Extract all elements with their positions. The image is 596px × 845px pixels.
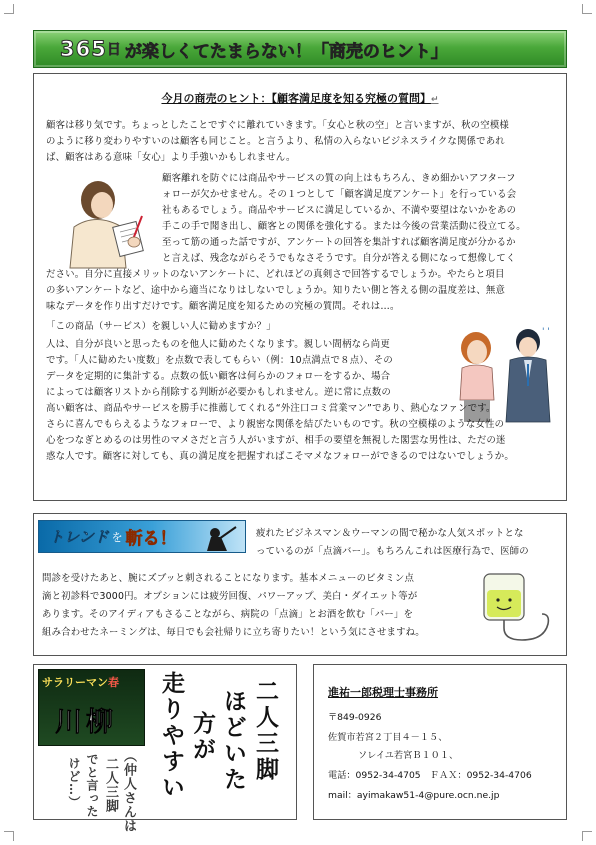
iv-drip-bag-icon bbox=[478, 570, 558, 652]
trend-line: 問診を受けたあと、腕にズブッと刺されることになります。基本メニューのビタミン点 bbox=[42, 573, 415, 584]
trend-box bbox=[33, 513, 567, 656]
trend-line: あります。そのアイディアもさることながら、病院の「点滴」とお酒を飲む「バー」を bbox=[42, 609, 414, 620]
article-line: データを定期的に集計する。点数の低い顧客は何らかのフォローをするか、場合 bbox=[46, 371, 391, 382]
senryu-verse-col: ほどいた bbox=[220, 689, 247, 793]
article-line: のように移り変わりやすいのは顧客も同じこと。と言うより、私情の入らないビジネスライクな関係であれ bbox=[46, 136, 505, 147]
senryu-badge bbox=[38, 669, 145, 746]
article-line: 顧客離れを防ぐには商品やサービスの質の向上はもちろん、きめ細かいアフターフ bbox=[162, 173, 516, 184]
banner-day: 日 bbox=[106, 42, 121, 58]
senryu-box bbox=[33, 664, 297, 833]
trend-line: 組み合わせたネーミングは、毎日でも会社帰りに立ち寄りたい！という気にさせますね。 bbox=[42, 627, 425, 638]
article-line: さらに喜んでもらえるようなフォローで、より親密な関係を結びたいものです。秋の空模様のような女性の bbox=[46, 419, 505, 430]
article-line: 心をつなぎとめるのは男性のマメさだと言う人がいますが、相手の要望を無視した閣雲な男性は、ただの迷 bbox=[46, 435, 506, 446]
office-name: 進祐一郎税理士事務所 bbox=[328, 686, 438, 699]
senryu-badge-season: 春 bbox=[108, 676, 119, 689]
samurai-icon bbox=[203, 525, 237, 551]
senryu-badge-title: 川柳 bbox=[55, 707, 117, 738]
office-postal: 〒849-0926 bbox=[328, 712, 382, 723]
article-line: 顧客は移り気です。ちょっとしたことですぐに離れていきます。「女心と秋の空」と言いますが、秋の空模様 bbox=[46, 120, 509, 131]
article-line: 社もあるでしょう。商品やサービスに満足しているか、不満や要望はないかをあの bbox=[162, 205, 517, 216]
trend-banner-kiru: 斬る！ bbox=[125, 529, 177, 549]
senryu-badge-salaryman: サラリーマン bbox=[42, 676, 108, 689]
article-line: と言えば、残念ながらそうでもなさそうです。自分が答える側になって想像してく bbox=[162, 253, 516, 264]
senryu-verse-col: 方が bbox=[189, 711, 216, 763]
trend-line: 滴と初診料で3000円。オプションには疲労回復、パワーアップ、美白・ダイエット等が bbox=[42, 591, 418, 602]
office-address: 佐賀市若宮２丁目４－１５、 bbox=[328, 732, 448, 743]
article-line: です。「人に勧めたい度数」を点数で表してもらい（例：10点満点で８点）、その bbox=[46, 355, 393, 366]
man-writing-illustration bbox=[46, 172, 158, 272]
article-line: 高い顧客は、商品やサービスを勝手に推薦してくれる“外注口コミ営業マン”であり、熱心なファンです。 bbox=[46, 403, 496, 414]
article-line: 惑な人です。顧客に対しても、真の満足度を把握すればこそマメなフォローができるのではないでしょうか。 bbox=[46, 451, 514, 462]
article-line: によっては顧客リストから削除する判断が必要かもしれません。逆に常に点数の bbox=[46, 387, 392, 398]
article-title: 今月の商売のヒント：【顧客満足度を知る究極の質問】↵ bbox=[161, 92, 439, 105]
banner-text: が楽しくてたまらない！ bbox=[124, 41, 312, 62]
trend-banner bbox=[38, 520, 246, 553]
article-line: 人は、自分が良いと思ったものを他人に勧めたくなります。親しい間柄なら尚更 bbox=[46, 339, 390, 350]
senryu-verse-col: 走りやすい bbox=[158, 671, 185, 801]
header-banner bbox=[33, 30, 567, 68]
senryu-note-col: けど…） bbox=[67, 757, 81, 809]
article-line: ば、顧客はある意味「女心」より手強いかもしれません。 bbox=[46, 152, 296, 163]
article-line: 味なデータを作り出すだけです。顧客満足度を知るための究極の質問。それは…。 bbox=[46, 301, 400, 312]
trend-line: っているのが「点滴バー」。もちろんこれは医療行為で、医師の bbox=[256, 546, 529, 557]
article-question: 「この商品（サービス）を親しい人に勧めますか？」 bbox=[46, 321, 276, 332]
banner-hint: 「商売のヒント」 bbox=[311, 41, 448, 62]
svg-text:' ': ' ' bbox=[542, 327, 550, 337]
article-line: ださい。自分に直接メリットのないアンケートに、どれほどの真剣さで回答するでしょうか。やたらと項目 bbox=[46, 269, 505, 280]
office-info-box bbox=[313, 664, 567, 820]
trend-banner-wo: を bbox=[111, 530, 123, 544]
article-line: 至って筋の通った話ですが、アンケートの回答を集計すれば顧客満足度が分かるか bbox=[162, 237, 516, 248]
senryu-note-col: でと言った bbox=[85, 753, 99, 818]
senryu-note-col: （仲人さんは bbox=[121, 749, 136, 833]
page-corner-mark bbox=[582, 4, 592, 14]
office-mail[interactable]: mail：ayimakaw51-4@pure.ocn.ne.jp bbox=[328, 790, 500, 801]
article-line: 手この手で聞き出し、顧客との関係を強化する。または今後の営業活動に役立てる。 bbox=[162, 221, 526, 232]
office-address: ソレイユ若宮Ｂ１０１、 bbox=[358, 750, 459, 761]
senryu-note-col: 二人三脚 bbox=[103, 757, 118, 813]
senryu-verse-col: 二人三脚 bbox=[252, 679, 279, 783]
article-line: ォローが欠かせません。その１つとして「顧客満足度アンケート」を行っている会 bbox=[162, 189, 517, 200]
office-phone: 電話：0952-34-4705 ＦＡＸ：0952-34-4706 bbox=[328, 770, 532, 781]
trend-line: 疲れたビジネスマン＆ウーマンの間で秘かな人気スポットとな bbox=[256, 528, 524, 539]
trend-banner-word: トレンド bbox=[49, 528, 109, 546]
page-corner-mark bbox=[582, 831, 592, 841]
banner-number: 365 bbox=[60, 37, 107, 61]
article-line: の多いアンケートなど、途中から適当になりはしないでしょうか。知りたい側と答える側の温度差は、無意 bbox=[46, 285, 506, 296]
article-box bbox=[33, 73, 567, 501]
page-corner-mark bbox=[4, 831, 14, 841]
page-corner-mark bbox=[4, 4, 14, 14]
